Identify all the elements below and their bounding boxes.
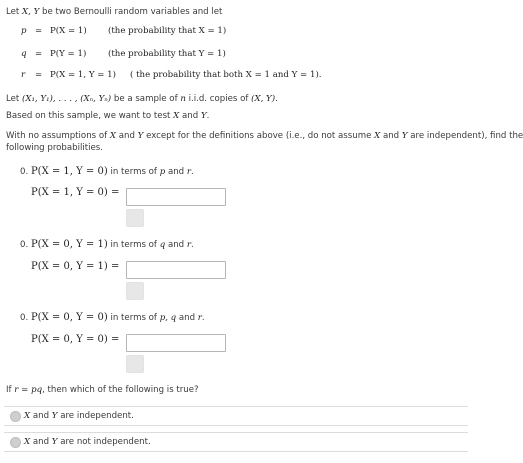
def-symbol-p: p bbox=[21, 26, 27, 36]
instr-and1: and bbox=[118, 131, 135, 141]
question-terms: q bbox=[159, 240, 166, 250]
instr-y2: Y bbox=[401, 131, 408, 141]
def-symbol-r: r bbox=[21, 70, 26, 80]
test-and: and bbox=[182, 111, 199, 121]
intro-suffix: be two Bernoulli random variables and let bbox=[42, 7, 223, 17]
intro-prefix: Let bbox=[6, 7, 20, 17]
sample-middle: be a sample of bbox=[113, 94, 178, 104]
check-button-3[interactable] bbox=[126, 355, 144, 373]
choice-y: Y bbox=[51, 411, 58, 421]
question-terms: p bbox=[159, 167, 166, 177]
choice-y: Y bbox=[51, 437, 58, 447]
intro-line bbox=[6, 7, 222, 17]
check-button-1[interactable] bbox=[126, 209, 144, 227]
def-eq-p: = bbox=[35, 26, 43, 36]
def-note-r: ( the probability that both X = 1 and Y = 1). bbox=[130, 70, 322, 80]
instr-x2: X bbox=[374, 131, 381, 141]
question-index: 0. bbox=[20, 240, 29, 250]
choice-x: X bbox=[24, 437, 31, 447]
def-note-p: (the probability that X = 1) bbox=[108, 26, 227, 36]
test-prefix: Based on this sample, we want to test bbox=[6, 111, 171, 121]
def-eq-r: = bbox=[35, 70, 43, 80]
question-and: and bbox=[167, 240, 185, 250]
instructions-line2: following probabilities. bbox=[6, 143, 104, 153]
answer-input-2[interactable] bbox=[126, 261, 226, 279]
def-expr-p: P(X = 1) bbox=[50, 26, 87, 36]
final-question bbox=[6, 385, 199, 395]
choice-and: and bbox=[32, 437, 50, 447]
sample-n: n bbox=[180, 94, 186, 104]
final-suffix: , then which of the following is true? bbox=[42, 385, 199, 395]
test-y: Y bbox=[200, 111, 207, 121]
question-1-prompt bbox=[20, 166, 194, 177]
final-cond: r = pq bbox=[14, 385, 43, 395]
instr-x: X bbox=[109, 131, 116, 141]
instructions-line1 bbox=[6, 131, 523, 141]
question-index: 0. bbox=[20, 313, 29, 323]
choice-text: are independent. bbox=[60, 411, 134, 421]
sample-expr: (X₁, Y₁), . . . , (Xₙ, Yₙ) bbox=[22, 94, 112, 104]
test-suffix: . bbox=[206, 111, 210, 121]
choice-x: X bbox=[24, 411, 31, 421]
choice-independent[interactable] bbox=[4, 406, 468, 426]
question-end: . bbox=[190, 240, 194, 250]
def-expr-q: P(Y = 1) bbox=[50, 49, 87, 59]
question-3-lhs: P(X = 0, Y = 0) = bbox=[31, 334, 120, 345]
question-terms2: r bbox=[186, 240, 191, 250]
question-and: and bbox=[167, 167, 185, 177]
instr-y: Y bbox=[137, 131, 144, 141]
question-2-lhs: P(X = 0, Y = 1) = bbox=[31, 261, 120, 272]
choice-and: and bbox=[32, 411, 50, 421]
question-end: . bbox=[201, 313, 205, 323]
def-eq-q: = bbox=[35, 49, 43, 59]
question-and: and bbox=[178, 313, 196, 323]
sample-line bbox=[6, 94, 278, 104]
question-mid: in terms of bbox=[110, 167, 157, 177]
test-x: X bbox=[173, 111, 180, 121]
answer-input-3[interactable] bbox=[126, 334, 226, 352]
instr-part2: except for the definitions above (i.e., do not assume bbox=[146, 131, 372, 141]
instr-part1: With no assumptions of bbox=[6, 131, 108, 141]
question-prob: P(X = 1, Y = 0) bbox=[30, 166, 108, 177]
final-prefix: If bbox=[6, 385, 12, 395]
radio-button[interactable] bbox=[10, 437, 21, 448]
sample-pair: (X, Y). bbox=[251, 94, 278, 104]
question-terms: p, q bbox=[159, 313, 177, 323]
instr-part3: are independent), find the bbox=[410, 131, 523, 141]
question-prob: P(X = 0, Y = 1) bbox=[30, 239, 108, 250]
check-button-2[interactable] bbox=[126, 282, 144, 300]
question-3-prompt bbox=[20, 312, 205, 323]
question-mid: in terms of bbox=[110, 313, 157, 323]
choice-text: are not independent. bbox=[60, 437, 151, 447]
question-terms2: r bbox=[197, 313, 202, 323]
choice-not-independent[interactable] bbox=[4, 432, 468, 452]
sample-suffix: i.i.d. copies of bbox=[188, 94, 249, 104]
question-prob: P(X = 0, Y = 0) bbox=[30, 312, 108, 323]
def-symbol-q: q bbox=[21, 49, 27, 59]
question-mid: in terms of bbox=[110, 240, 157, 250]
question-2-prompt bbox=[20, 239, 194, 250]
radio-button[interactable] bbox=[10, 411, 21, 422]
intro-vars: X, Y bbox=[22, 7, 40, 17]
def-note-q: (the probability that Y = 1) bbox=[108, 49, 226, 59]
question-terms2: r bbox=[186, 167, 191, 177]
question-1-lhs: P(X = 1, Y = 0) = bbox=[31, 187, 120, 198]
test-line bbox=[6, 111, 209, 121]
choice-label[interactable] bbox=[24, 437, 151, 447]
def-expr-r: P(X = 1, Y = 1) bbox=[50, 70, 117, 80]
sample-prefix: Let bbox=[6, 94, 20, 104]
question-end: . bbox=[190, 167, 194, 177]
answer-input-1[interactable] bbox=[126, 188, 226, 206]
choice-label[interactable] bbox=[24, 411, 134, 421]
instr-and2: and bbox=[382, 131, 400, 141]
question-index: 0. bbox=[20, 167, 29, 177]
